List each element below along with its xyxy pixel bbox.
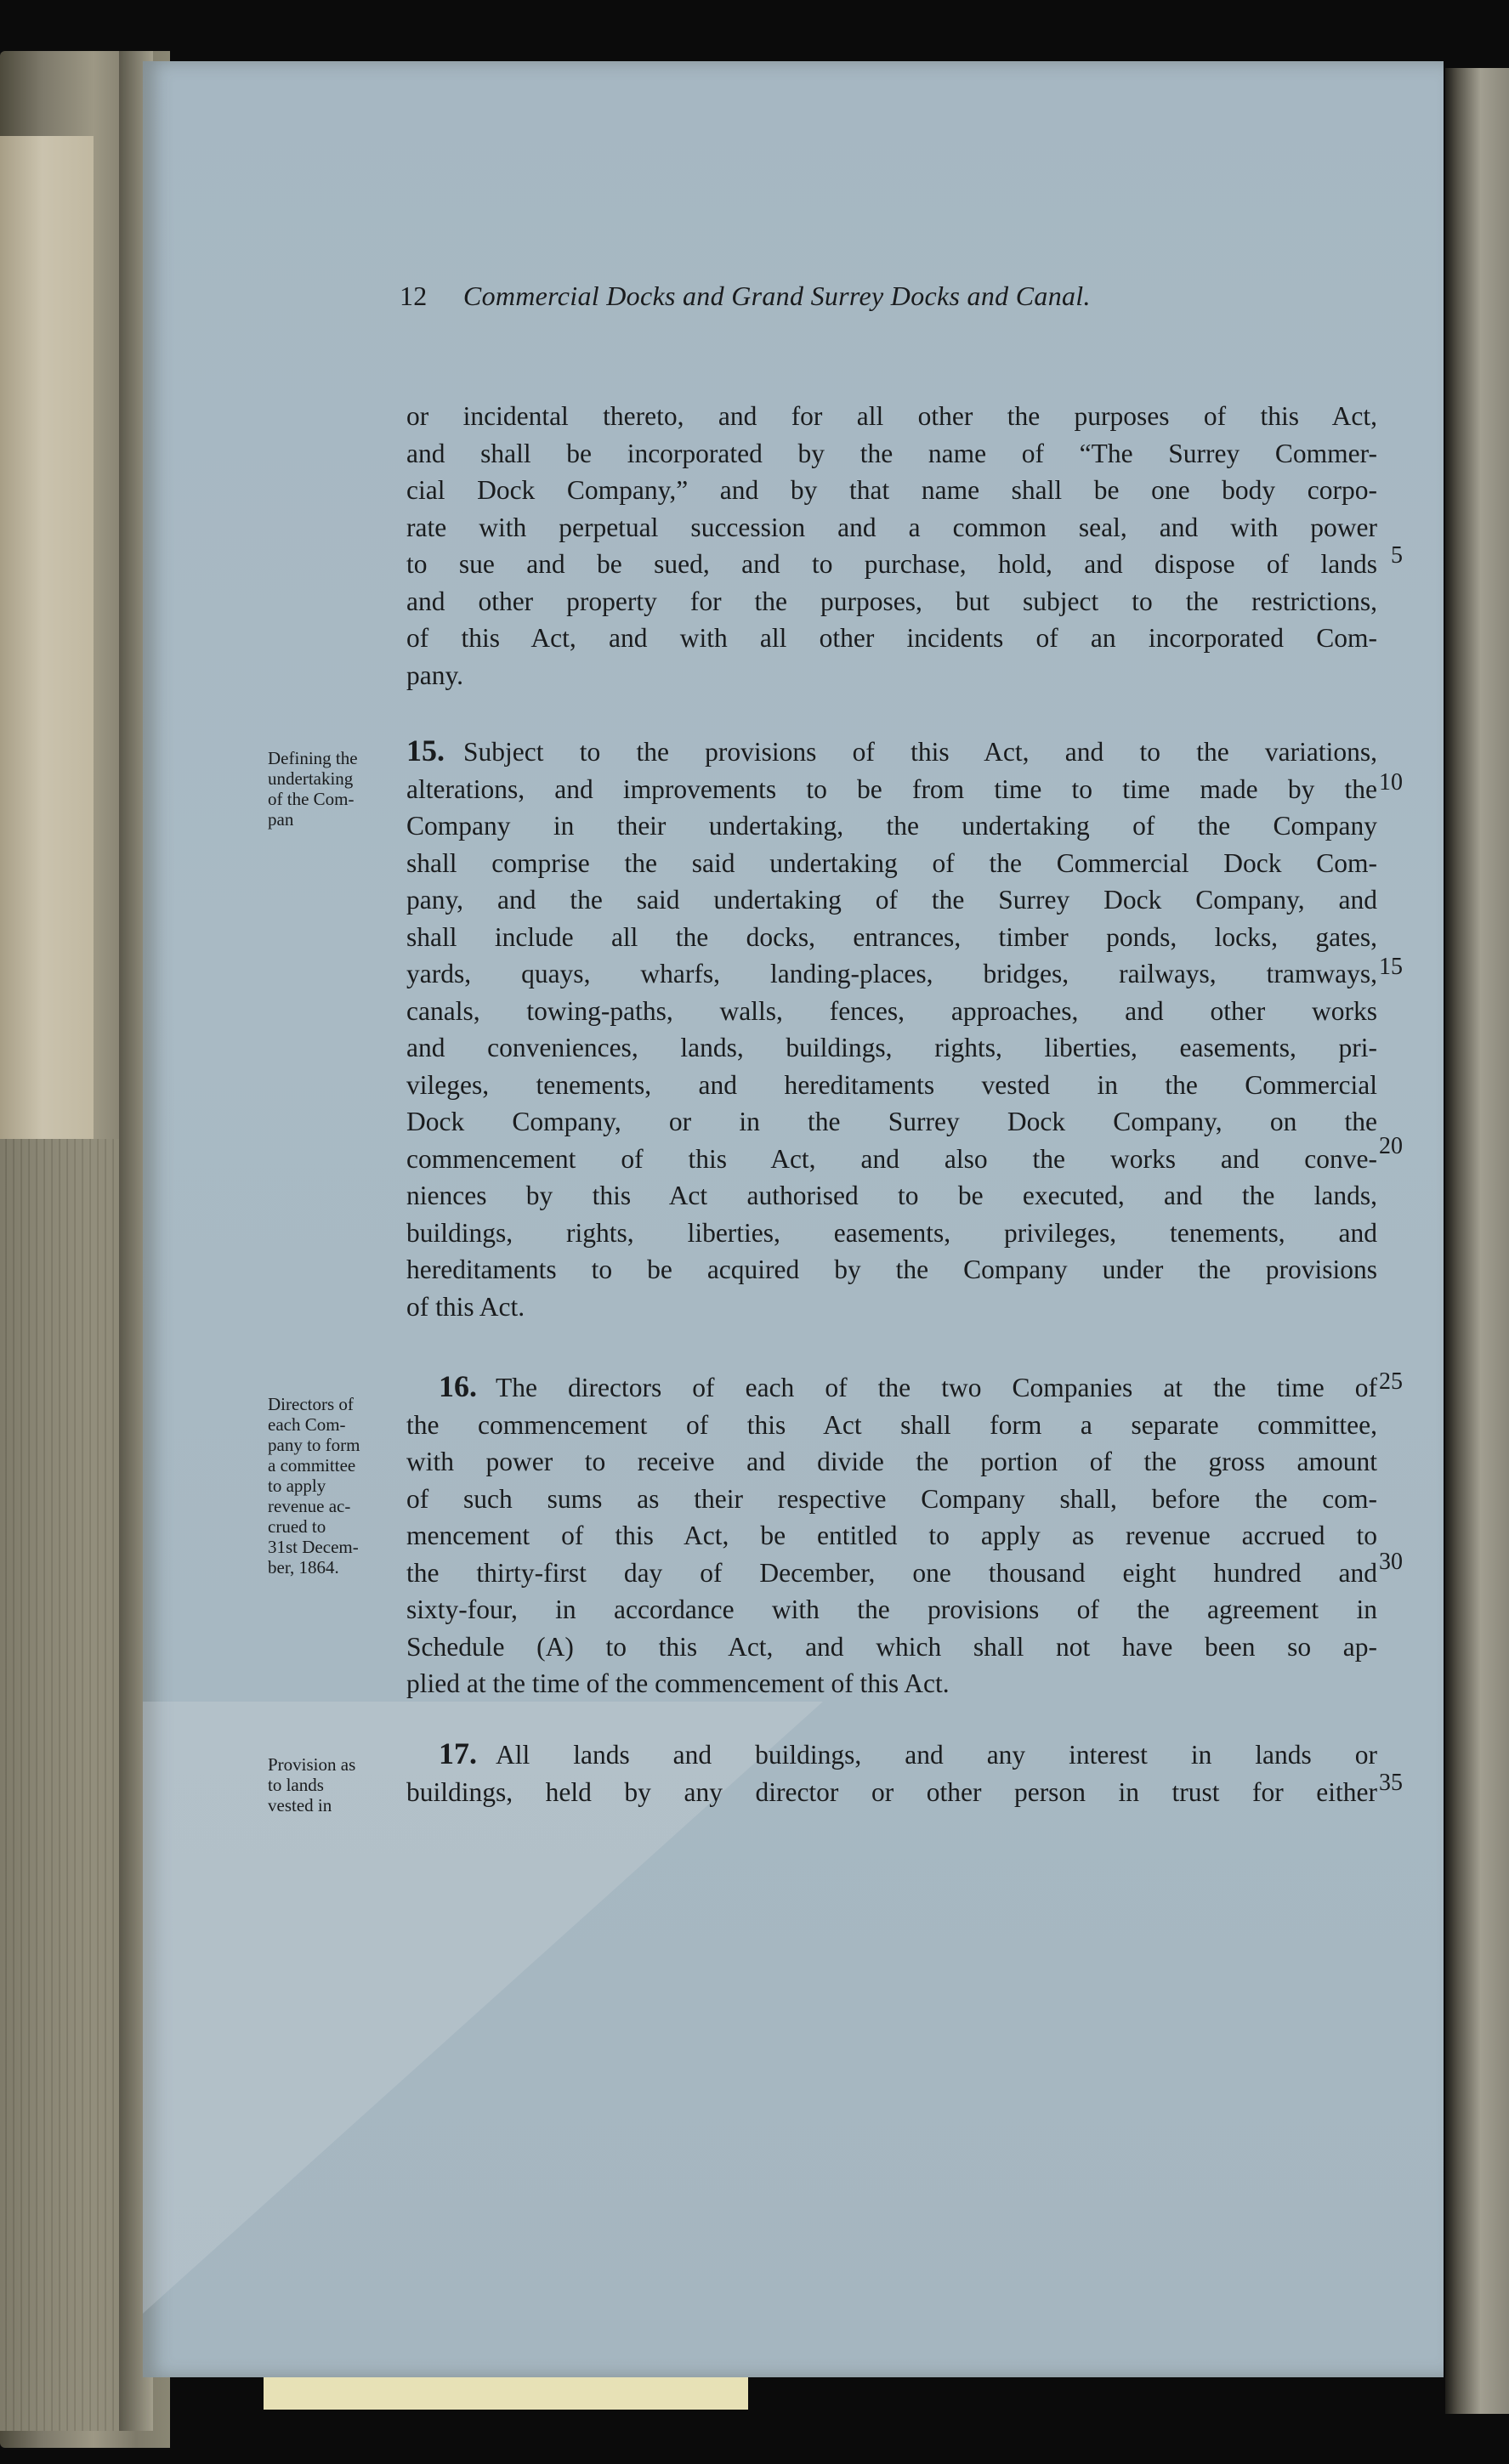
- text-line: canals, towing-paths, walls, fences, approaches, and other works: [406, 995, 1377, 1026]
- text-line: plied at the time of the commencement of this Act.: [406, 1668, 950, 1698]
- text-line: pany, and the said undertaking of the Surrey Dock Company, and: [406, 885, 1377, 915]
- line-number: 5: [1391, 542, 1403, 569]
- text-line: the commencement of this Act shall form a separate committee,: [406, 1409, 1377, 1440]
- section-16: [406, 1368, 1377, 1702]
- margin-note-section-16: [268, 1394, 404, 1578]
- section-number: 16.: [439, 1369, 477, 1403]
- running-header: [400, 280, 1369, 312]
- line-number: 35: [1379, 1770, 1403, 1796]
- text-line: shall comprise the said undertaking of the Commercial Dock Com-: [406, 847, 1377, 878]
- text-line: of this Act, and with all other incidents of an incorporated Com-: [406, 623, 1377, 653]
- text-line: buildings, held by any director or other person in trust for either: [406, 1776, 1377, 1807]
- text-line: Dock Company, or in the Surrey Dock Company, on the: [406, 1107, 1377, 1136]
- line-number: 20: [1379, 1133, 1403, 1159]
- margin-note-line: Defining the: [268, 748, 358, 768]
- margin-note-section-15: [268, 748, 404, 830]
- text-line: rate with perpetual succession and a common seal, and with power: [406, 512, 1377, 542]
- margin-note-line: pany to form: [268, 1435, 360, 1455]
- text-line: and conveniences, lands, buildings, rights, liberties, easements, pri-: [406, 1033, 1377, 1062]
- line-number: 15: [1379, 954, 1403, 980]
- running-title: Commercial Docks and Grand Surrey Docks and Canal.: [462, 280, 1091, 311]
- margin-note-line: to apply: [268, 1476, 326, 1496]
- text-line: yards, quays, wharfs, landing-places, bridges, railways, tramways,: [406, 959, 1377, 988]
- text-line: or incidental thereto, and for all other the purposes of this Act,: [406, 401, 1377, 431]
- text-line-content: All lands and buildings, and any interest in lands or: [496, 1740, 1377, 1770]
- text-line: pany.: [406, 660, 464, 690]
- section-15: [406, 733, 1377, 1325]
- line-number: 25: [1379, 1368, 1403, 1395]
- text-line: Company in their undertaking, the undertaking of the Company: [406, 811, 1377, 841]
- margin-note-line: each Com-: [268, 1414, 346, 1435]
- text-line: niences by this Act authorised to be executed, and the lands,: [406, 1181, 1377, 1210]
- continuation-paragraph: [406, 398, 1377, 694]
- text-line: vileges, tenements, and hereditaments vested in the Commercial: [406, 1069, 1377, 1100]
- margin-note-line: Directors of: [268, 1394, 354, 1414]
- page-number: 12: [400, 280, 428, 311]
- text-line: commencement of this Act, and also the works and conve-: [406, 1143, 1377, 1174]
- section-number: 17.: [439, 1736, 477, 1770]
- margin-note-line: pan: [268, 809, 294, 830]
- margin-note-line: to lands: [268, 1775, 324, 1795]
- text-line: buildings, rights, liberties, easements, privileges, tenements, and: [406, 1217, 1377, 1248]
- margin-note-line: of the Com-: [268, 789, 355, 809]
- text-line: mencement of this Act, be entitled to apply as revenue accrued to: [406, 1521, 1377, 1550]
- text-line: to sue and be sued, and to purchase, hold, and dispose of lands: [406, 549, 1377, 579]
- text-line: cial Dock Company,” and by that name shall be one body corpo-: [406, 475, 1377, 505]
- text-line: and other property for the purposes, but subject to the restrictions,: [406, 586, 1377, 616]
- line-number: 10: [1379, 769, 1403, 796]
- text-line: alterations, and improvements to be from time to time made by the: [406, 773, 1377, 804]
- text-line-content: The directors of each of the two Companies at the time of: [496, 1373, 1377, 1402]
- text-line: [406, 1368, 1377, 1407]
- text-line: of this Act.: [406, 1291, 525, 1322]
- text-line-content: Subject to the provisions of this Act, and to the variations,: [463, 737, 1377, 767]
- text-line: of such sums as their respective Company shall, before the com-: [406, 1483, 1377, 1514]
- text-line: shall include all the docks, entrances, timber ponds, locks, gates,: [406, 921, 1377, 952]
- margin-note-line: crued to: [268, 1516, 326, 1537]
- margin-note-line: a committee: [268, 1455, 356, 1476]
- margin-note-line: ber, 1864.: [268, 1557, 339, 1578]
- text-line: sixty-four, in accordance with the provisions of the agreement in: [406, 1595, 1377, 1624]
- text-line: and shall be incorporated by the name of “The Surrey Commer-: [406, 438, 1377, 468]
- margin-note-line: 31st Decem-: [268, 1537, 359, 1557]
- margin-note-section-17: [268, 1754, 404, 1815]
- facing-page-edge: [1445, 68, 1509, 2414]
- line-number: 30: [1379, 1549, 1403, 1575]
- margin-note-line: undertaking: [268, 768, 354, 789]
- margin-note-line: vested in: [268, 1795, 332, 1815]
- text-line: [406, 1736, 1377, 1774]
- text-line: the thirty-first day of December, one thousand eight hundred and: [406, 1557, 1377, 1588]
- text-line: [406, 733, 1377, 771]
- margin-note-line: revenue ac-: [268, 1496, 351, 1516]
- text-line: Schedule (A) to this Act, and which shall not have been so ap-: [406, 1631, 1377, 1662]
- text-line: hereditaments to be acquired by the Company under the provisions: [406, 1255, 1377, 1284]
- section-number: 15.: [406, 734, 445, 768]
- text-line: with power to receive and divide the portion of the gross amount: [406, 1447, 1377, 1476]
- section-17: [406, 1736, 1377, 1810]
- margin-note-line: Provision as: [268, 1754, 356, 1775]
